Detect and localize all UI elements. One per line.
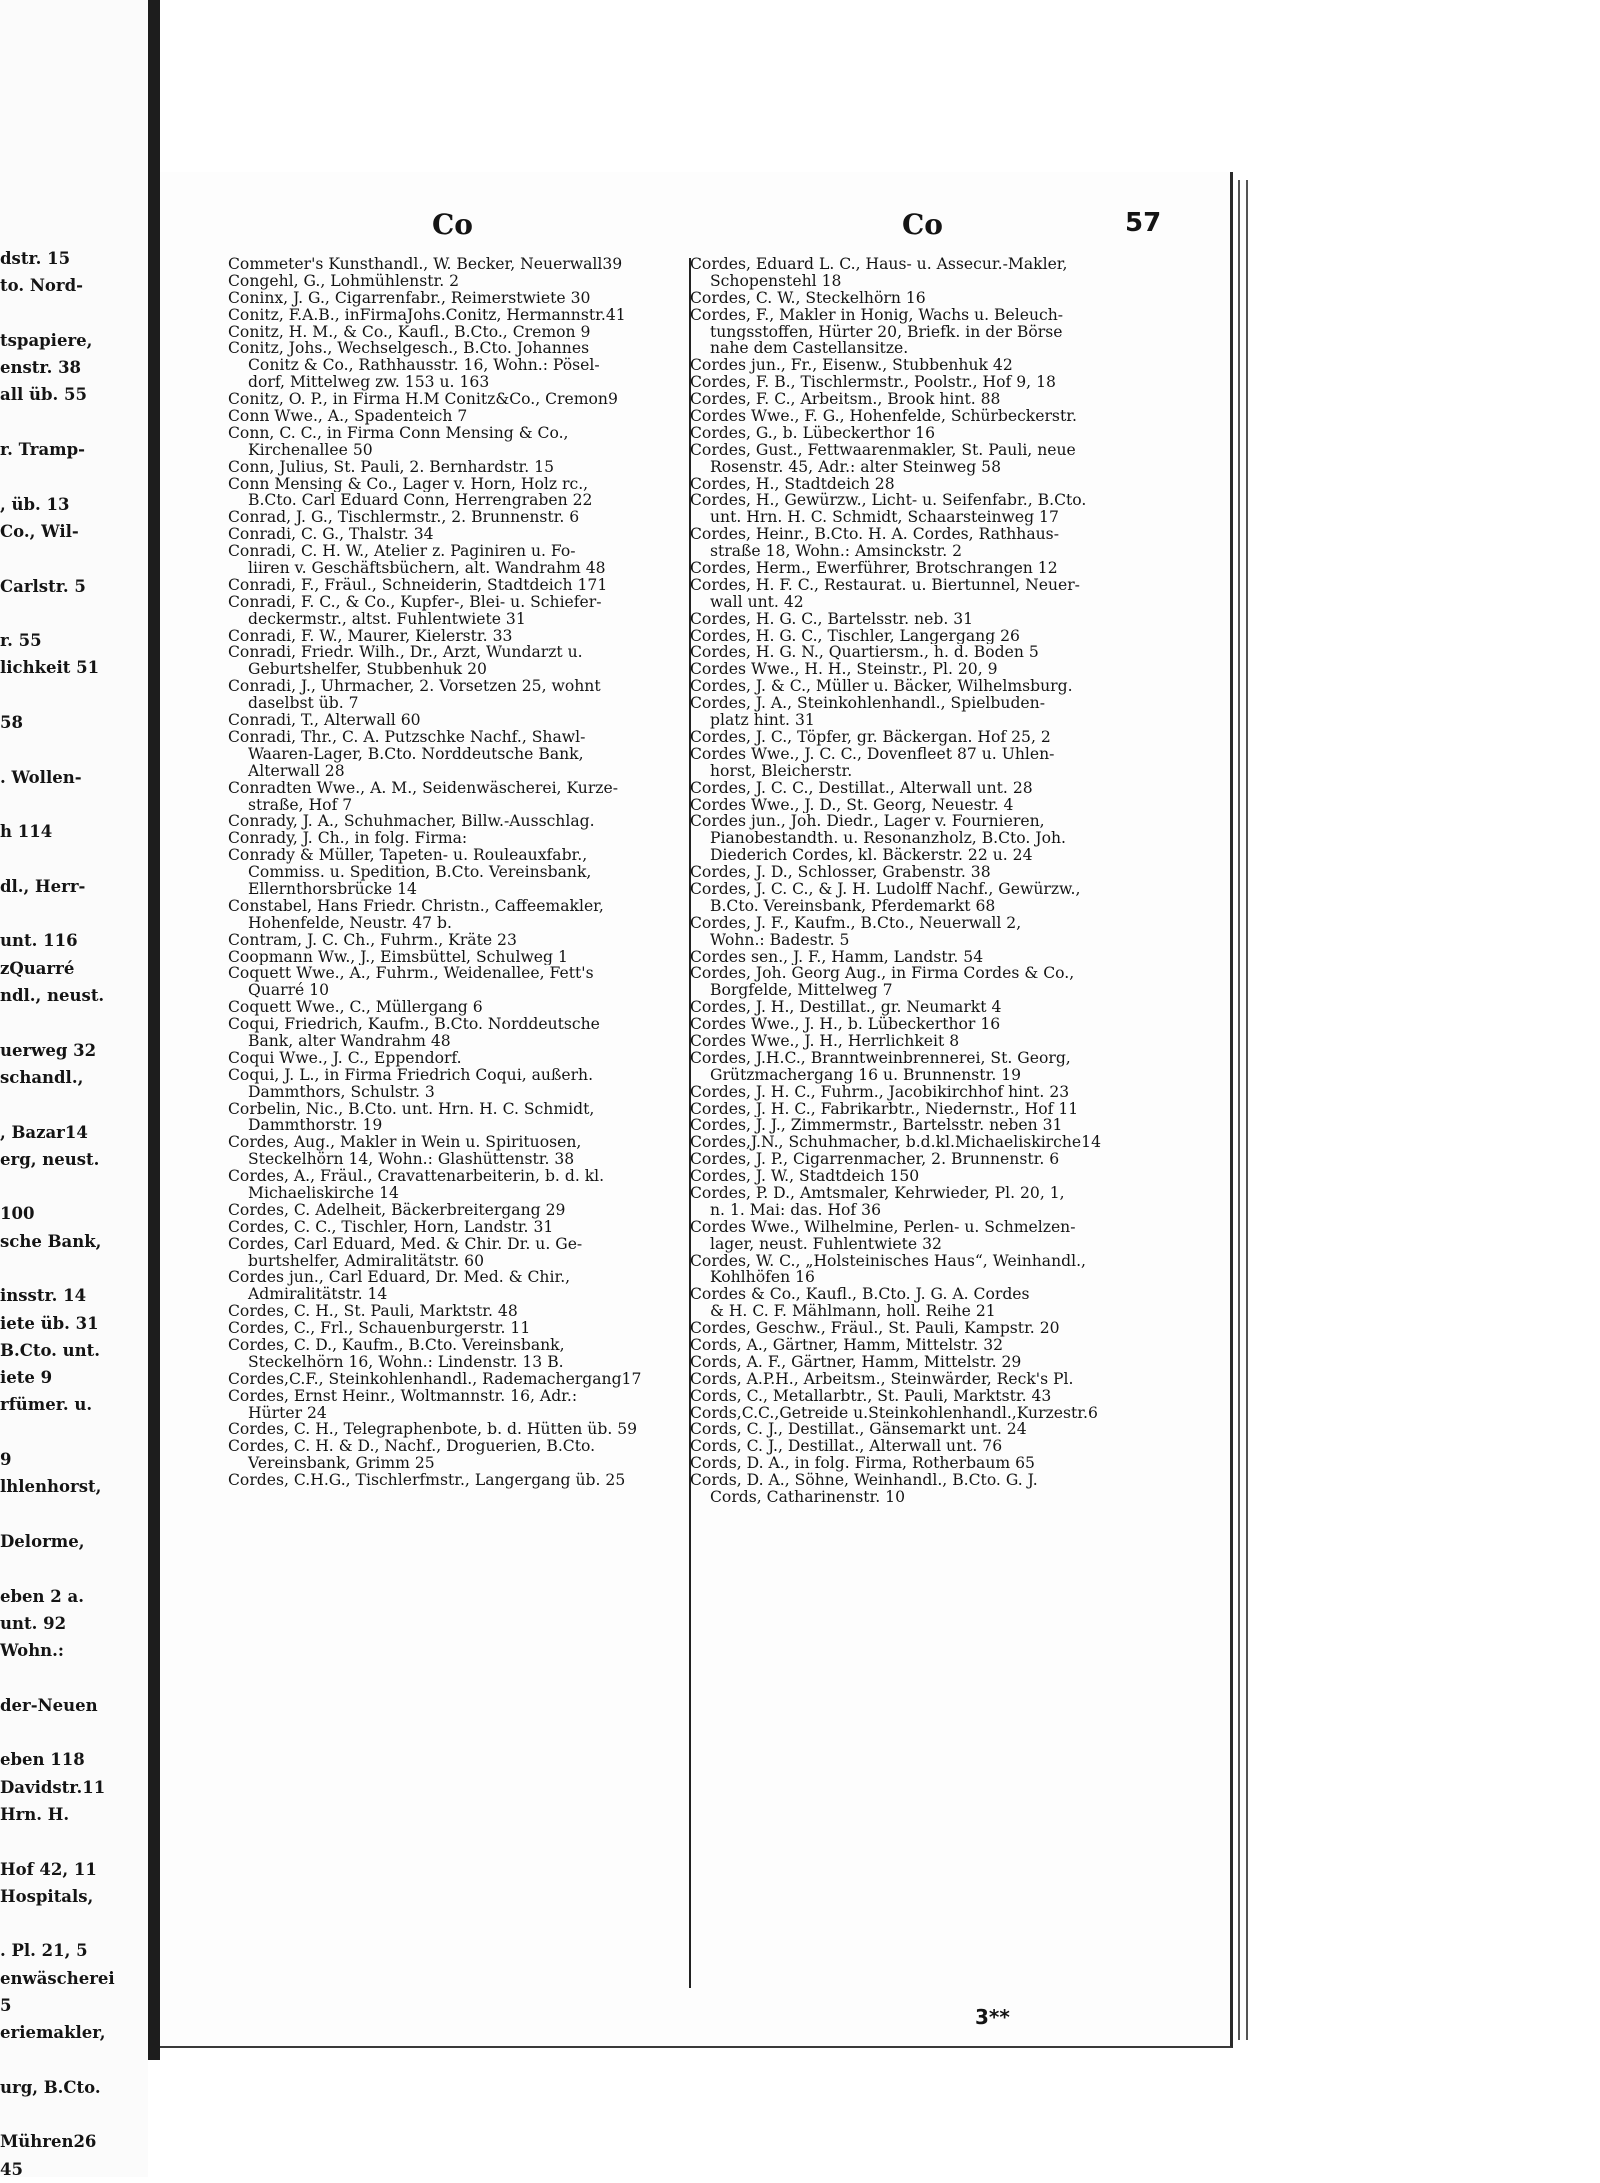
directory-entry: Cordes & Co., Kaufl., B.Cto. J. G. A. Cordes (690, 1286, 1030, 1304)
directory-entry: Cordes, H. G. C., Bartelsstr. neb. 31 (690, 610, 974, 628)
directory-entry: Cordes, J. C. C., & J. H. Ludolff Nachf., Gewürzw., (690, 880, 1081, 898)
directory-entry: Cordes, C. H., Telegraphenbote, b. d. Hütten üb. 59 (228, 1421, 638, 1439)
page-edge-line (1238, 180, 1240, 2040)
directory-entry: Cordes jun., Joh. Diedr., Lager v. Fournieren, (690, 813, 1045, 831)
previous-page-line: enwäscherei (0, 1968, 115, 1988)
entry-continuation: Rosenstr. 45, Adr.: alter Steinweg 58 (710, 458, 1001, 476)
previous-page-line (0, 2101, 160, 2128)
directory-entry: Corbelin, Nic., B.Cto. unt. Hrn. H. C. Schmidt, (228, 1100, 595, 1118)
directory-entry: Conradten Wwe., A. M., Seidenwäscherei, Kurze- (228, 779, 618, 797)
directory-entry: Conradi, C. H. W., Atelier z. Paginiren u. Fo- (228, 543, 576, 561)
directory-entry: Cordes, A., Fräul., Cravattenarbeiterin, b. d. kl. (228, 1168, 605, 1185)
previous-page-line: to. Nord- (0, 276, 83, 296)
entry-continuation: & H. C. F. Mählmann, holl. Reihe 21 (710, 1303, 996, 1321)
previous-page-line (0, 2047, 160, 2074)
directory-entry: Cordes Wwe., J. H., b. Lübeckerthor 16 (690, 1016, 1001, 1033)
directory-entry: Coqui, J. L., in Firma Friedrich Coqui, außerh. (228, 1066, 594, 1084)
entry-continuation: daselbst üb. 7 (248, 695, 359, 713)
directory-entry: Cordes, G., b. Lübeckerthor 16 (690, 424, 935, 442)
directory-entry: Cordes jun., Carl Eduard, Dr. Med. & Chir., (228, 1269, 571, 1287)
entry-continuation: Kohlhöfen 16 (710, 1269, 815, 1287)
entry-continuation: burtshelfer, Admiralitätstr. 60 (248, 1252, 484, 1270)
directory-entry: Cordes, Joh. Georg Aug., in Firma Cordes & Co., (690, 965, 1075, 983)
directory-entry: Congehl, G., Lohmühlenstr. 2 (228, 272, 460, 290)
directory-entry: Cordes, J. J., Zimmermstr., Bartelsstr. neben 31 (690, 1117, 1063, 1135)
directory-entry: Cordes,J.N., Schuhmacher, b.d.kl.Michaeliskirche14 (690, 1134, 1101, 1152)
directory-entry: Cords, A., Gärtner, Hamm, Mittelstr. 32 (690, 1337, 1004, 1354)
entry-continuation: Waaren-Lager, B.Cto. Norddeutsche Bank, (248, 745, 584, 763)
entry-continuation: liiren v. Geschäftsbüchern, alt. Wandrahm 48 (248, 560, 606, 577)
directory-entry: Coninx, J. G., Cigarrenfabr., Reimerstwiete 30 (228, 289, 591, 307)
entry-continuation: B.Cto. Vereinsbank, Pferdemarkt 68 (710, 897, 996, 915)
directory-entry: Cordes, Ernst Heinr., Woltmannstr. 16, Adr.: (228, 1387, 578, 1405)
directory-entry: Cordes, J. F., Kaufm., B.Cto., Neuerwall 2, (690, 914, 1022, 932)
entry-continuation: Ellernthorsbrücke 14 (248, 880, 417, 898)
previous-page-line: Delorme, (0, 1531, 85, 1551)
previous-page-line (0, 682, 160, 709)
entry-continuation: Grützmachergang 16 u. Brunnenstr. 19 (710, 1066, 1022, 1084)
previous-page-line: Hrn. H. (0, 1804, 70, 1824)
directory-entry: Cordes, P. D., Amtsmaler, Kehrwieder, Pl. 20, 1, (690, 1184, 1065, 1202)
previous-page-line (0, 1910, 160, 1937)
previous-page-line: 5 (0, 1996, 12, 2015)
directory-entry: Cords,C.C.,Getreide u.Steinkohlenhandl.,Kurzestr.6 (690, 1404, 1098, 1422)
signature-mark: 3** (975, 2005, 1010, 2029)
directory-entry: Conrady, J. A., Schuhmacher, Billw.-Ausschlag. (228, 813, 595, 831)
page-edge-line (1246, 180, 1248, 2040)
directory-entry: Cordes, J. A., Steinkohlenhandl., Spielbuden- (690, 695, 1045, 713)
entry-continuation: Conitz & Co., Rathhausstr. 16, Wohn.: Pösel- (248, 357, 600, 375)
previous-page-line (0, 1009, 160, 1036)
entry-continuation: Geburtshelfer, Stubbenhuk 20 (248, 661, 487, 679)
previous-page-line: insstr. 14 (0, 1286, 87, 1306)
directory-entry: Cords, C. J., Destillat., Gänsemarkt unt. 24 (690, 1421, 1027, 1439)
previous-page-line: Mühren26 (0, 2132, 97, 2152)
previous-page-line (0, 1501, 160, 1528)
directory-entry: Cordes, J. C. C., Destillat., Alterwall unt. 28 (690, 779, 1033, 797)
directory-entry: Conradi, F. W., Maurer, Kielerstr. 33 (228, 627, 513, 645)
page-number: 57 (1125, 208, 1162, 238)
previous-page-line: Hof 42, 11 (0, 1859, 97, 1879)
directory-entry: Cordes Wwe., H. H., Steinstr., Pl. 20, 9 (690, 661, 998, 679)
directory-entry: Conrady, J. Ch., in folg. Firma: (228, 830, 468, 848)
directory-entry: Conradi, J., Uhrmacher, 2. Vorsetzen 25, wohnt (228, 678, 601, 696)
directory-entry: Cordes sen., J. F., Hamm, Landstr. 54 (690, 948, 984, 966)
entries-column-left (228, 256, 686, 1489)
previous-page-line: r. Tramp- (0, 440, 85, 460)
directory-entry: Cordes Wwe., J. D., St. Georg, Neuestr. 4 (690, 796, 1014, 814)
directory-entry: Coqui, Friedrich, Kaufm., B.Cto. Norddeutsche (228, 1016, 600, 1033)
entry-continuation: Quarré 10 (248, 982, 330, 1000)
directory-entry: Cordes, F. B., Tischlermstr., Poolstr., Hof 9, 18 (690, 374, 1056, 392)
previous-page-line: . Pl. 21, 5 (0, 1941, 88, 1961)
previous-page-line: r. 55 (0, 631, 42, 651)
previous-page-line: dl., Herr- (0, 876, 86, 896)
directory-entry: Cords, D. A., Söhne, Weinhandl., B.Cto. G. J. (690, 1472, 1038, 1490)
directory-entry: Cordes, W. C., „Holsteinisches Haus“, Weinhandl., (690, 1252, 1087, 1270)
header-left: Co (432, 208, 473, 241)
previous-page-line (0, 1664, 160, 1691)
directory-entry: Conradi, Thr., C. A. Putzschke Nachf., Shawl- (228, 728, 586, 746)
previous-page-line: unt. 116 (0, 931, 78, 951)
previous-page-line (0, 300, 160, 327)
directory-entry: Commeter's Kunsthandl., W. Becker, Neuerwall39 (228, 256, 623, 273)
directory-entry: Cordes, J. D., Schlosser, Grabenstr. 38 (690, 864, 991, 881)
entry-continuation: B.Cto. Carl Eduard Conn, Herrengraben 22 (248, 492, 593, 510)
directory-entry: Cordes, H., Gewürzw., Licht- u. Seifenfabr., B.Cto. (690, 492, 1087, 510)
directory-entry: Coquett Wwe., A., Fuhrm., Weidenallee, Fett's (228, 965, 594, 983)
previous-page-line: unt. 92 (0, 1613, 67, 1633)
directory-entry: Cordes, J. H. C., Fuhrm., Jacobikirchhof hint. 23 (690, 1083, 1070, 1101)
entry-continuation: Dammthors, Schulstr. 3 (248, 1083, 435, 1101)
directory-entry: Conradi, F. C., & Co., Kupfer-, Blei- u. Schiefer- (228, 593, 602, 611)
directory-entry: Cordes, Heinr., B.Cto. H. A. Cordes, Rathhaus- (690, 526, 1059, 544)
directory-entry: Coopmann Ww., J., Eimsbüttel, Schulweg 1 (228, 948, 568, 966)
entry-continuation: Schopenstehl 18 (710, 272, 842, 290)
directory-entry: Cordes, C. Adelheit, Bäckerbreitergang 29 (228, 1201, 566, 1219)
directory-entry: Conradi, T., Alterwall 60 (228, 712, 421, 729)
directory-entry: Conrady & Müller, Tapeten- u. Rouleauxfabr., (228, 847, 588, 865)
previous-page-line: ndl., neust. (0, 986, 105, 1006)
previous-page-line: erg, neust. (0, 1149, 100, 1169)
previous-page-line: sche Bank, (0, 1231, 102, 1251)
previous-page-line: zQuarré (0, 958, 75, 978)
previous-page-line (0, 791, 160, 818)
previous-page-line (0, 736, 160, 763)
entries-column-right (690, 256, 1156, 1506)
previous-page-line: der-Neuen (0, 1695, 98, 1715)
directory-entry: Cordes, Eduard L. C., Haus- u. Assecur.-Makler, (690, 256, 1068, 273)
entry-continuation: unt. Hrn. H. C. Schmidt, Schaarsteinweg 17 (710, 509, 1059, 527)
previous-page-line (0, 1719, 160, 1746)
directory-entry: Cordes, J. & C., Müller u. Bäcker, Wilhelmsburg. (690, 678, 1073, 696)
previous-page-line: urg, B.Cto. (0, 2077, 101, 2097)
previous-page-line: dstr. 15 (0, 249, 71, 268)
directory-entry: Cords, C. J., Destillat., Alterwall unt. 76 (690, 1438, 1003, 1456)
previous-page-line: 45 (0, 2159, 23, 2179)
entry-continuation: Steckelhörn 14, Wohn.: Glashüttenstr. 38 (248, 1151, 575, 1169)
directory-entry: Conradi, F., Fräul., Schneiderin, Stadtdeich 171 (228, 576, 608, 594)
entry-continuation: deckermstr., altst. Fuhlentwiete 31 (248, 610, 526, 628)
directory-entry: Cordes Wwe., Wilhelmine, Perlen- u. Schmelzen- (690, 1218, 1076, 1236)
previous-page-line: schandl., (0, 1067, 84, 1087)
directory-entry: Cordes, F., Makler in Honig, Wachs u. Beleuch- (690, 306, 1064, 324)
previous-page-line: rfümer. u. (0, 1395, 93, 1415)
directory-entry: Cords, A. F., Gärtner, Hamm, Mittelstr. 29 (690, 1353, 1022, 1371)
directory-entry: Cordes, H., Stadtdeich 28 (690, 475, 895, 493)
entry-continuation: lager, neust. Fuhlentwiete 32 (710, 1235, 942, 1253)
directory-entry: Conrad, J. G., Tischlermstr., 2. Brunnenstr. 6 (228, 509, 580, 527)
previous-page-line: lhlenhorst, (0, 1477, 102, 1497)
previous-page-line: tspapiere, (0, 330, 93, 350)
directory-entry: Cordes, C. C., Tischler, Horn, Landstr. 31 (228, 1218, 554, 1236)
directory-entry: Cordes, J. P., Cigarrenmacher, 2. Brunnenstr. 6 (690, 1151, 1060, 1169)
entry-continuation: Hohenfelde, Neustr. 47 b. (248, 914, 452, 932)
previous-page-line (0, 1419, 160, 1446)
directory-entry: Cordes, J. H., Destillat., gr. Neumarkt 4 (690, 999, 1002, 1017)
previous-page-line (0, 900, 160, 927)
directory-entry: Conradi, Friedr. Wilh., Dr., Arzt, Wundarzt u. (228, 644, 583, 662)
previous-page-line: uerweg 32 (0, 1040, 97, 1060)
directory-entry: Conitz, O. P., in Firma H.M Conitz&Co., Cremon9 (228, 391, 618, 409)
previous-page-line (0, 846, 160, 873)
directory-entry: Cordes, C. W., Steckelhörn 16 (690, 289, 926, 307)
previous-page-line: eben 118 (0, 1750, 85, 1770)
directory-entry: Conn Wwe., A., Spadenteich 7 (228, 408, 468, 425)
directory-entry: Cordes, Geschw., Fräul., St. Pauli, Kampstr. 20 (690, 1320, 1060, 1337)
directory-entry: Conitz, F.A.B., inFirmaJohs.Conitz, Hermannstr.41 (228, 306, 626, 324)
directory-entry: Cordes, F. C., Arbeitsm., Brook hint. 88 (690, 391, 1001, 409)
previous-page-line: iete 9 (0, 1368, 53, 1388)
directory-entry: Cordes Wwe., F. G., Hohenfelde, Schürbeckerstr. (690, 408, 1077, 425)
directory-entry: Cords, D. A., in folg. Firma, Rotherbaum 65 (690, 1455, 1035, 1473)
directory-entry: Cordes Wwe., J. C. C., Dovenfleet 87 u. Uhlen- (690, 745, 1055, 763)
entry-continuation: Hürter 24 (248, 1404, 327, 1422)
directory-entry: Constabel, Hans Friedr. Christn., Caffeemakler, (228, 897, 604, 915)
directory-entry: Conitz, Johs., Wechselgesch., B.Cto. Johannes (228, 340, 590, 358)
previous-page-line: , Bazar14 (0, 1122, 88, 1142)
entry-continuation: Wohn.: Badestr. 5 (710, 931, 850, 949)
entry-continuation: nahe dem Castellansitze. (710, 340, 909, 358)
previous-page-line: , üb. 13 (0, 494, 70, 514)
entry-continuation: Pianobestandth. u. Resonanzholz, B.Cto. Joh. (710, 830, 1066, 848)
entry-continuation: Dammthorstr. 19 (248, 1117, 383, 1135)
previous-page-line: eriemakler, (0, 2023, 106, 2043)
entry-continuation: tungsstoffen, Hürter 20, Briefk. in der Börse (710, 323, 1063, 341)
directory-entry: Coquett Wwe., C., Müllergang 6 (228, 999, 483, 1017)
entry-continuation: horst, Bleicherstr. (710, 762, 853, 780)
previous-page-fragment (0, 245, 160, 2183)
entry-continuation: n. 1. Mai: das. Hof 36 (710, 1201, 882, 1219)
entry-continuation: Diederich Cordes, kl. Bäckerstr. 22 u. 24 (710, 847, 1033, 865)
previous-page-line: B.Cto. unt. (0, 1340, 101, 1360)
previous-page-line (0, 1173, 160, 1200)
directory-entry: Conn Mensing & Co., Lager v. Horn, Holz rc., (228, 475, 589, 493)
directory-entry: Cordes, H. F. C., Restaurat. u. Biertunnel, Neuer- (690, 576, 1080, 594)
directory-entry: Conn, Julius, St. Pauli, 2. Bernhardstr. 15 (228, 458, 554, 476)
entry-continuation: Michaeliskirche 14 (248, 1184, 399, 1202)
previous-page-line (0, 600, 160, 627)
previous-page-line: all üb. 55 (0, 385, 87, 405)
previous-page-line (0, 1255, 160, 1282)
directory-entry: Cordes, C. H. & D., Nachf., Droguerien, B.Cto. (228, 1438, 596, 1456)
previous-page-line: . Wollen- (0, 767, 82, 787)
entry-continuation: Cords, Catharinenstr. 10 (710, 1489, 906, 1506)
directory-entry: Cordes, C., Frl., Schauenburgerstr. 11 (228, 1320, 531, 1337)
entry-continuation: straße 18, Wohn.: Amsinckstr. 2 (710, 543, 963, 561)
directory-entry: Cordes, J. H. C., Fabrikarbtr., Niedernstr., Hof 11 (690, 1100, 1079, 1118)
previous-page-line: Carlstr. 5 (0, 576, 86, 596)
previous-page-line: Co., Wil- (0, 521, 79, 541)
entry-continuation: dorf, Mittelweg zw. 153 u. 163 (248, 374, 490, 392)
entry-continuation: Steckelhörn 16, Wohn.: Lindenstr. 13 B. (248, 1353, 564, 1371)
entry-continuation: Admiralitätstr. 14 (248, 1286, 388, 1304)
entry-continuation: Kirchenallee 50 (248, 441, 373, 459)
directory-entry: Cordes Wwe., J. H., Herrlichkeit 8 (690, 1032, 960, 1050)
book-gutter (148, 0, 160, 2060)
directory-entry: Cords, C., Metallarbtr., St. Pauli, Marktstr. 43 (690, 1387, 1052, 1405)
directory-entry: Cordes, C. H., St. Pauli, Marktstr. 48 (228, 1303, 518, 1321)
previous-page-line: h 114 (0, 822, 53, 842)
entry-continuation: straße, Hof 7 (248, 796, 353, 814)
directory-entry: Cordes, C.H.G., Tischlerfmstr., Langergang üb. 25 (228, 1472, 626, 1490)
directory-entry: Cordes, Aug., Makler in Wein u. Spirituosen, (228, 1134, 582, 1152)
previous-page-line: 100 (0, 1204, 35, 1224)
directory-entry: Cordes, H. G. C., Tischler, Langergang 26 (690, 627, 1020, 645)
running-header (160, 208, 1230, 248)
directory-entry: Cordes jun., Fr., Eisenw., Stubbenhuk 42 (690, 357, 1013, 375)
directory-entry: Cordes, J. W., Stadtdeich 150 (690, 1168, 920, 1185)
directory-entry: Cordes, C. D., Kaufm., B.Cto. Vereinsbank, (228, 1337, 565, 1354)
directory-entry: Cordes, J.H.C., Branntweinbrennerei, St. Georg, (690, 1049, 1071, 1067)
directory-entry: Cordes,C.F., Steinkohlenhandl., Rademachergang17 (228, 1370, 642, 1388)
directory-entry: Cordes, Carl Eduard, Med. & Chir. Dr. u. Ge- (228, 1235, 583, 1253)
directory-entry: Cordes, J. C., Töpfer, gr. Bäckergan. Hof 25, 2 (690, 728, 1051, 746)
directory-entry: Conradi, C. G., Thalstr. 34 (228, 526, 434, 544)
previous-page-line: Davidstr.11 (0, 1777, 106, 1797)
directory-entry: Conn, C. C., in Firma Conn Mensing & Co., (228, 424, 569, 442)
entry-continuation: Commiss. u. Spedition, B.Cto. Vereinsbank, (248, 864, 592, 881)
previous-page-line: Hospitals, (0, 1886, 94, 1906)
previous-page-line: 9 (0, 1450, 12, 1470)
previous-page-line (0, 463, 160, 490)
directory-entry: Cordes, Herm., Ewerführer, Brotschrangen 12 (690, 560, 1058, 577)
header-right: Co (902, 208, 943, 241)
directory-entry: Contram, J. C. Ch., Fuhrm., Kräte 23 (228, 931, 517, 949)
previous-page-line: eben 2 a. (0, 1586, 84, 1606)
previous-page-line: Wohn.: (0, 1641, 65, 1661)
entry-continuation: platz hint. 31 (710, 712, 815, 729)
previous-page-line (0, 545, 160, 572)
entry-continuation: wall unt. 42 (710, 593, 804, 611)
previous-page-line: enstr. 38 (0, 358, 82, 378)
entry-continuation: Alterwall 28 (248, 762, 345, 780)
previous-page-line (0, 1555, 160, 1582)
directory-entry: Cords, A.P.H., Arbeitsm., Steinwärder, Reck's Pl. (690, 1370, 1074, 1388)
previous-page-line: 58 (0, 713, 23, 733)
directory-entry: Cordes, H. G. N., Quartiersm., h. d. Boden 5 (690, 644, 1039, 662)
previous-page-line (0, 1828, 160, 1855)
directory-entry: Coqui Wwe., J. C., Eppendorf. (228, 1049, 462, 1067)
previous-page-line (0, 409, 160, 436)
entry-continuation: Vereinsbank, Grimm 25 (248, 1455, 435, 1473)
entry-continuation: Borgfelde, Mittelweg 7 (710, 982, 893, 1000)
previous-page-line: iete üb. 31 (0, 1313, 99, 1333)
directory-entry: Cordes, Gust., Fettwaarenmakler, St. Pauli, neue (690, 441, 1076, 459)
previous-page-line (0, 1091, 160, 1118)
directory-entry: Conitz, H. M., & Co., Kaufl., B.Cto., Cremon 9 (228, 323, 591, 341)
entry-continuation: Bank, alter Wandrahm 48 (248, 1032, 451, 1050)
previous-page-line: lichkeit 51 (0, 658, 100, 678)
